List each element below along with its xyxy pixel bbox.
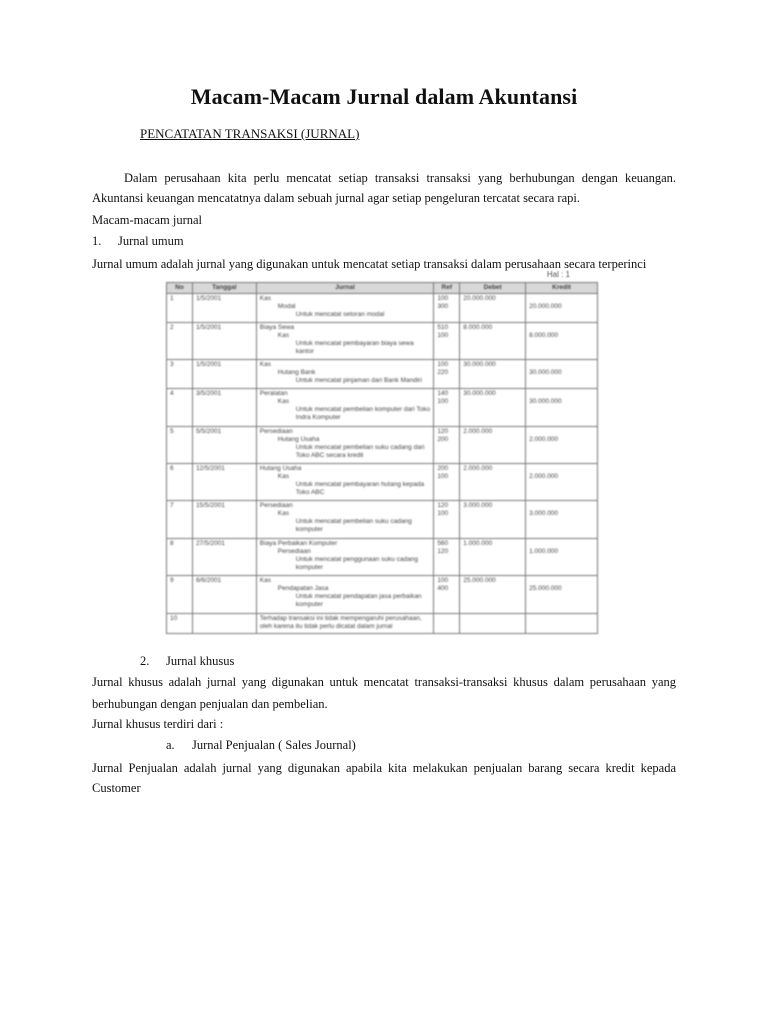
kredit-value: 20.000.000 [529,303,562,310]
cell-kredit [526,538,598,575]
debet-value: 25.000.000 [463,577,496,585]
ref-value: 100 [437,295,449,302]
cell-kredit [526,426,598,463]
table-row [167,360,598,389]
cell-description [256,463,434,500]
cell-debet [460,463,526,500]
ref-value: 200 [437,464,449,472]
ref-value: 140 [437,390,449,398]
cell-no: 3 [167,360,193,389]
jurnal-penjualan-desc-line-1: Jurnal Penjualan adalah jurnal yang digunakan apabila kita melakukan penjualan barang secara kredit kepada [92,761,676,775]
cell-ref [434,613,460,633]
kredit-value: 8.000.000 [529,331,559,339]
debet-value: 20.000.000 [463,295,496,302]
debet-value: 2.000.000 [463,427,493,435]
debet-value: 8.000.000 [463,323,493,331]
table-page-caption: Hal : 1 [546,270,570,279]
description-line: Kas [277,398,289,406]
ref-value: 100 [437,510,449,518]
cell-date: 12/5/2001 [192,463,256,500]
kredit-value: 25.000.000 [529,585,562,593]
description-line: Untuk mencatat pendapatan jasa perbaikan komputer [295,593,422,609]
description-line: Kas [259,361,271,369]
kredit-value [529,428,594,436]
description-line: Untuk mencatat pembayaran biaya sewa kantor [295,339,414,355]
debet-value: 1.000.000 [463,539,493,547]
cell-no: 6 [167,463,193,500]
list-label: Jurnal umum [118,234,184,248]
kredit-value [529,465,594,473]
cell-description [256,576,434,613]
cell-description [256,501,434,538]
page-title: Macam-Macam Jurnal dalam Akuntansi [190,84,578,109]
ref-value: 200 [437,435,449,443]
cell-ref [434,389,460,426]
kredit-value [529,615,594,623]
table-row [167,389,598,426]
cell-debet [460,426,526,463]
cell-debet [460,576,526,613]
description-line: Pendapatan Jasa [277,585,329,593]
debet-value: 3.000.000 [463,502,493,510]
cell-no: 2 [167,322,193,359]
kredit-value [529,390,594,398]
debet-value [463,473,522,481]
description-line: Untuk mencatat pembelian komputer dari Toko Indra Komputer [295,406,431,422]
ref-value: 300 [437,303,449,310]
table-row [167,463,598,500]
cell-date: 15/5/2001 [192,501,256,538]
cell-description [256,426,434,463]
table-row [167,426,598,463]
description-line: Hutang Usaha [259,464,302,472]
table-row [167,576,598,613]
table-header-cell: Jurnal [256,283,434,294]
cell-kredit [526,501,598,538]
cell-date [192,613,256,633]
list-label: Jurnal Penjualan ( Sales Journal) [192,738,356,752]
description-line: Hutang Bank [277,369,316,377]
ref-value: 510 [437,323,449,331]
cell-debet [460,389,526,426]
intro-line-2: Akuntansi keuangan mencatatnya dalam sebuah jurnal agar setiap pengeluran tercatat secara rapi. [92,191,580,205]
cell-date: 1/5/2001 [192,360,256,389]
kredit-value: 30.000.000 [529,369,562,377]
cell-no: 1 [167,294,193,323]
ref-value: 120 [437,547,449,555]
cell-date: 5/5/2001 [192,426,256,463]
description-line: Persediaan [259,502,293,510]
cell-kredit [526,463,598,500]
description-line: Kas [259,577,271,585]
cell-date: 6/6/2001 [192,576,256,613]
jurnal-khusus-desc-line-1: Jurnal khusus adalah jurnal yang digunakan untuk mencatat transaksi-transaksi khusus dalam perusahaan yang [92,675,676,689]
jurnal-penjualan-desc-line-2: Customer [92,781,141,795]
cell-ref [434,360,460,389]
ref-value: 100 [437,577,449,585]
description-line: Untuk mencatat pembelian suku cadang dari Toko ABC secara kredit [295,443,425,459]
debet-value [463,398,522,406]
table-header-cell: Tanggal [192,283,256,294]
cell-debet [460,360,526,389]
kredit-value: 3.000.000 [529,510,559,518]
description-line: Modal [277,303,296,310]
table-header-cell: Kredit [526,283,598,294]
table-row [167,613,598,633]
description-line: Kas [277,472,289,480]
description-line: Untuk mencatat pinjaman dari Bank Mandiri [295,377,422,385]
cell-debet [460,613,526,633]
cell-kredit [526,389,598,426]
kredit-value: 2.000.000 [529,435,559,443]
kredit-value: 2.000.000 [529,472,559,480]
cell-debet [460,501,526,538]
description-line: Kas [277,510,289,518]
cell-debet [460,538,526,575]
ref-value: 100 [437,472,449,480]
cell-description [256,538,434,575]
cell-date: 27/5/2001 [192,538,256,575]
table-row [167,294,598,323]
debet-value [463,332,522,340]
ref-value: 100 [437,331,449,339]
cell-ref [434,294,460,323]
description-line: Biaya Sewa [259,323,295,331]
description-line: Terhadap transaksi ini tidak mempengaruhi perusahaan, oleh karena itu tidak perlu dicatat dalam jurnal [259,614,422,630]
kredit-value [529,295,594,303]
description-line: Kas [277,331,289,339]
cell-date: 3/5/2001 [192,389,256,426]
debet-value [463,303,522,311]
description-line: Untuk mencatat pembelian suku cadang komputer [295,518,412,534]
intro-line-1: Dalam perusahaan kita perlu mencatat setiap transaksi transaksi yang berhubungan dengan keuangan. [124,171,676,185]
description-line: Untuk mencatat pembayaran hutang kepada Toko ABC [295,480,425,496]
table-header-cell: Debet [460,283,526,294]
table-header-row [167,283,598,294]
description-line: Persediaan [277,547,311,555]
table-header-cell: Ref [434,283,460,294]
debet-value [463,369,522,377]
cell-date: 1/5/2001 [192,294,256,323]
cell-kredit [526,294,598,323]
kredit-value [529,540,594,548]
jurnal-khusus-desc-line-2: berhubungan dengan penjualan dan pembelian. [92,697,328,711]
list-label: Jurnal khusus [166,654,235,668]
ref-value [437,615,456,623]
cell-kredit [526,613,598,633]
kredit-value [529,577,594,585]
description-line: Peralatan [259,390,288,398]
cell-ref [434,426,460,463]
cell-no: 8 [167,538,193,575]
debet-value: 30.000.000 [463,390,496,398]
types-heading: Macam-macam jurnal [92,213,203,227]
cell-ref [434,576,460,613]
cell-debet [460,322,526,359]
kredit-value: 30.000.000 [529,398,562,406]
table-row [167,538,598,575]
table-row [167,501,598,538]
debet-value [463,548,522,556]
cell-ref [434,538,460,575]
debet-value: 30.000.000 [463,361,496,369]
journal-table [166,282,598,634]
ref-value: 100 [437,398,449,406]
list-item-jurnal-penjualan [166,738,356,753]
cell-no: 9 [167,576,193,613]
ref-value: 120 [437,502,449,510]
list-number: 2. [140,654,150,668]
cell-description [256,294,434,323]
debet-value [463,585,522,593]
ref-value: 100 [437,361,449,369]
cell-description [256,322,434,359]
debet-value: 2.000.000 [463,464,493,472]
cell-no: 5 [167,426,193,463]
cell-ref [434,463,460,500]
table-row [167,322,598,359]
cell-description [256,613,434,633]
list-letter: a. [166,738,175,752]
table-header-cell: No [167,283,193,294]
kredit-value [529,361,594,369]
description-line: Untuk mencatat setoran modal [295,311,385,318]
ref-value: 120 [437,427,449,435]
ref-value: 560 [437,539,449,547]
section-subheading: PENCATATAN TRANSAKSI (JURNAL) [140,126,360,141]
description-line: Kas [259,295,271,302]
description-line: Persediaan [259,427,293,435]
cell-date: 1/5/2001 [192,322,256,359]
list-number: 1. [92,234,102,248]
description-line: Untuk mencatat penggunaan suku cadang komputer [295,555,418,571]
description-line: Hutang Usaha [277,435,320,443]
cell-no: 10 [167,613,193,633]
journal-table-image [166,270,598,634]
cell-ref [434,501,460,538]
ref-value: 220 [437,369,449,377]
cell-kredit [526,322,598,359]
jurnal-umum-description: Jurnal umum adalah jurnal yang digunakan untuk mencatat setiap transaksi dalam perusahaan secara terperinci [92,257,647,271]
kredit-value: 1.000.000 [529,547,559,555]
kredit-value [529,324,594,332]
description-line: Biaya Perbaikan Komputer [259,539,338,547]
cell-description [256,389,434,426]
cell-ref [434,322,460,359]
debet-value [463,436,522,444]
cell-description [256,360,434,389]
list-item-jurnal-umum [92,234,184,249]
kredit-value [529,502,594,510]
jurnal-khusus-types-heading: Jurnal khusus terdiri dari : [92,717,224,731]
cell-no: 7 [167,501,193,538]
debet-value [463,510,522,518]
debet-value [463,615,522,623]
cell-kredit [526,360,598,389]
list-item-jurnal-khusus [140,654,234,669]
cell-debet [460,294,526,323]
ref-value: 400 [437,585,449,593]
cell-no: 4 [167,389,193,426]
cell-kredit [526,576,598,613]
